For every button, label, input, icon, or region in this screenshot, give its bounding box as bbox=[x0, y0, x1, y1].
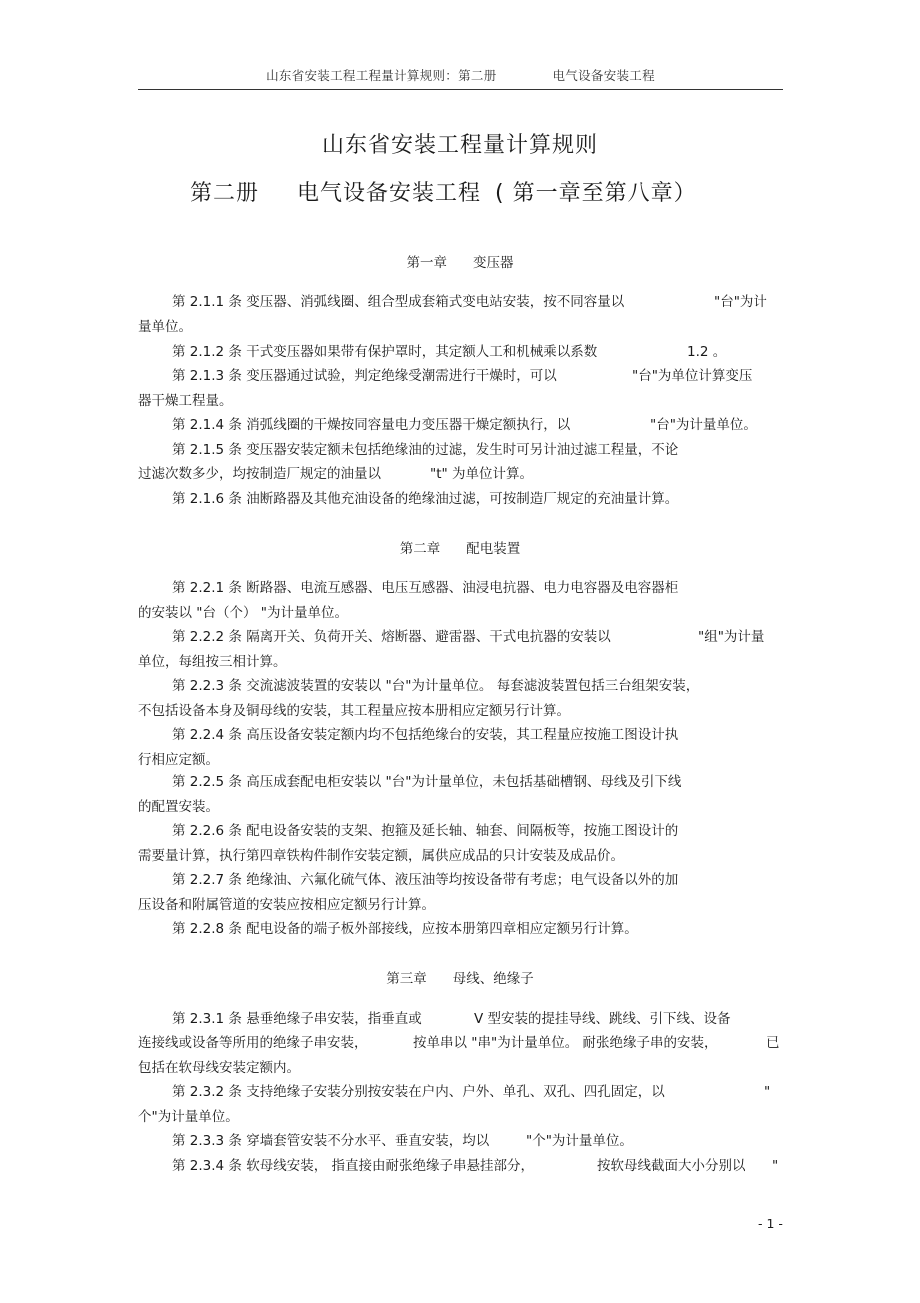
text-line: 第 2.2.2 条 隔离开关、负荷开关、熔断器、避雷器、干式电抗器的安装以 "组"为计量 bbox=[172, 629, 765, 645]
text-line: 第 2.3.4 条 软母线安装， 指直接由耐张绝缘子串悬挂部分， 按软母线截面大小分别以 " bbox=[172, 1158, 779, 1174]
text-line: 量单位。 bbox=[138, 319, 192, 335]
text-line: 第 2.3.3 条 穿墙套管安装不分水平、垂直安装，均以 "个"为计量单位。 bbox=[172, 1133, 633, 1149]
text-line: 第 2.2.7 条 绝缘油、六氟化硫气体、液压油等均按设备带有考虑；电气设备以外的加 bbox=[172, 872, 679, 888]
text-line: 第 2.2.8 条 配电设备的端子板外部接线，应按本册第四章相应定额另行计算。 bbox=[172, 921, 638, 937]
text-line: 第 2.1.3 条 变压器通过试验，判定绝缘受潮需进行干燥时，可以 "台"为单位计算变压 bbox=[172, 368, 753, 384]
text-line: 第 2.1.1 条 变压器、消弧线圈、组合型成套箱式变电站安装，按不同容量以 "台"为计 bbox=[172, 294, 767, 310]
text-line: 第 2.2.1 条 断路器、电流互感器、电压互感器、油浸电抗器、电力电容器及电容器柜 bbox=[172, 580, 679, 596]
text-line: 连接线或设备等所用的绝缘子串安装， 按单串以 "串"为计量单位。 耐张绝缘子串的安装， 已 bbox=[138, 1035, 780, 1051]
text-line: 个"为计量单位。 bbox=[138, 1109, 239, 1125]
header-left: 山东省安装工程工程量计算规则：第二册 bbox=[266, 68, 497, 83]
text-line: 单位，每组按三相计算。 bbox=[138, 654, 287, 670]
chapter-heading-3: 第三章 母线、绝缘子 bbox=[386, 971, 534, 987]
text-line: 第 2.2.6 条 配电设备安装的支架、抱箍及延长轴、轴套、间隔板等，按施工图设计的 bbox=[172, 823, 679, 839]
text-line: 第 2.2.4 条 高压设备安装定额内均不包括绝缘台的安装，其工程量应按施工图设计执 bbox=[172, 727, 679, 743]
subtitle-range: ( 第一章至第八章） bbox=[495, 181, 697, 206]
text-line: 的配置安装。 bbox=[138, 799, 219, 815]
text-line: 行相应定额。 bbox=[138, 752, 219, 768]
chapter-heading-1: 第一章 变压器 bbox=[406, 255, 514, 271]
page-number: - 1 - bbox=[758, 1216, 783, 1231]
text-line: 器干燥工程量。 bbox=[138, 393, 233, 409]
text-line: 包括在软母线安装定额内。 bbox=[138, 1060, 300, 1076]
text-line: 第 2.1.5 条 变压器安装定额未包括绝缘油的过滤，发生时可另计油过滤工程量，不论 bbox=[172, 442, 679, 458]
text-line: 第 2.2.5 条 高压成套配电柜安装以 "台"为计量单位，未包括基础槽钢、母线及引下线 bbox=[172, 774, 682, 790]
text-line: 不包括设备本身及铜母线的安装，其工程量应按本册相应定额另行计算。 bbox=[138, 703, 570, 719]
subtitle-name: 电气设备安装工程 bbox=[297, 181, 482, 206]
running-header bbox=[138, 66, 783, 84]
text-line: 过滤次数多少，均按制造厂规定的油量以 "t" 为单位计算。 bbox=[138, 466, 534, 482]
chapter-heading-2: 第二章 配电装置 bbox=[399, 541, 521, 557]
subtitle-book: 第二册 bbox=[190, 181, 260, 206]
document-subtitle bbox=[190, 176, 697, 207]
header-rule bbox=[138, 89, 783, 90]
header-right: 电气设备安装工程 bbox=[552, 68, 655, 83]
text-line: 第 2.3.2 条 支持绝缘子安装分别按安装在户内、户外、单孔、双孔、四孔固定，以 " bbox=[172, 1084, 771, 1100]
text-line: 第 2.1.6 条 油断路器及其他充油设备的绝缘油过滤，可按制造厂规定的充油量计算。 bbox=[172, 491, 679, 507]
text-line: 第 2.1.4 条 消弧线圈的干燥按同容量电力变压器干燥定额执行，以 "台"为计量单位。 bbox=[172, 417, 757, 433]
text-line: 第 2.1.2 条 干式变压器如果带有保护罩时，其定额人工和机械乘以系数 1.2 。 bbox=[172, 344, 727, 360]
text-line: 第 2.2.3 条 交流滤波装置的安装以 "台"为计量单位。 每套滤波装置包括三台组架安装， bbox=[172, 678, 700, 694]
document-title: 山东省安装工程量计算规则 bbox=[321, 133, 598, 158]
text-line: 第 2.3.1 条 悬垂绝缘子串安装，指垂直或 V 型安装的提挂导线、跳线、引下线、设备 bbox=[172, 1011, 731, 1027]
text-line: 压设备和附属管道的安装应按相应定额另行计算。 bbox=[138, 897, 435, 913]
text-line: 需要量计算，执行第四章铁构件制作安装定额，属供应成品的只计安装及成品价。 bbox=[138, 848, 624, 864]
text-line: 的安装以 "台（个） "为计量单位。 bbox=[138, 605, 349, 621]
